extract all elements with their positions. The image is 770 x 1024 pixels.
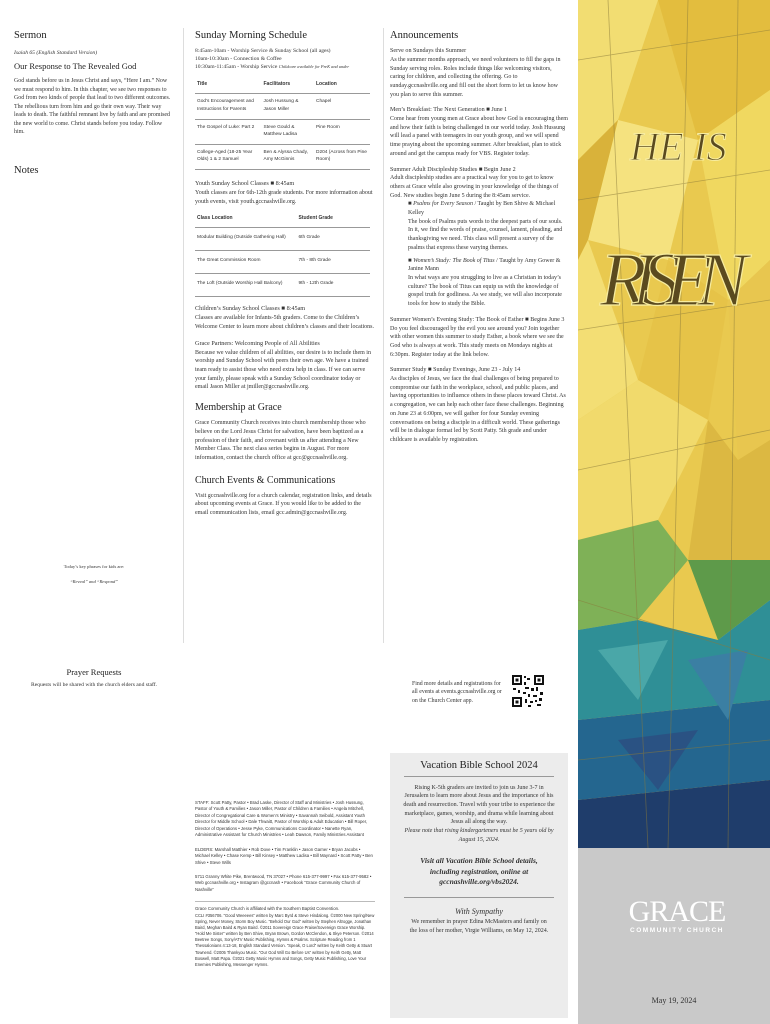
sermon-title: Our Response to The Revealed God	[14, 61, 137, 72]
announcements-column	[390, 0, 568, 445]
schedule-line-2: 10am-10:30am - Connection & Coffee	[195, 56, 282, 63]
staff-block	[195, 800, 375, 968]
partners-heading: Grace Partners: Welcoming People of All Abilities	[195, 339, 320, 347]
kids-key-phrases	[14, 564, 174, 586]
table-cell: D204 (Across from Pine Room)	[314, 145, 370, 170]
vbs-body: Rising K-5th graders are invited to join us June 3-7 in Jerusalem to learn more about Jesus and the importance of his death and resurrection. Travel with your tribe to experience the marketplace, games, worship, and drama while learning about Jesus all along the way.	[403, 784, 555, 826]
study-2-title: Women’s Study: The Book of Titus	[413, 257, 495, 264]
ccli-line: CCLI #356706. “Good Weeeees” written by Marc Byrd & Steve Hindalong. ©2000 New Spring/New Spring, Never Money, Storm Boy Music. “Behold Our God” written by Stephen Altrogge, Jonathan Baird, Meghan Baird & Ryan Baird. ©2011 Sovereign Grace Praise/Sovereign Grace Worship. “Hold Me Sister” written by Ben Shive, Bryan Brown, Gordon McClendon, & Skye Peterson. ©2014 Beetree Songs, Sony/ATV Music Publishing, Hymns & Psalms. Scripture Reading from 1 Thessalonians 4:13-18, English Standard Version. “Speak, O Lord” written by Keith Getty & Stuart Townend. ©2005 Thankyou Music. “Our God Will Go Before Us” written by Keith Getty, Matt Boswell, Matt Papa. ©2021 Getty Music Hymns and Songs, Getty Music Publishing, Love Your Enemies Publishing, Messenger Hymns.	[195, 912, 375, 967]
staff-line: STAFF: Scott Patty, Pastor • Brad Laske, Director of Staff and Ministries • Josh Hussung, Pastor of Youth & Families • Jason Miller, Pastor of Children & Families • Angela Mitchell, Director of Congregational Care & Women’s Ministry • Savannah Seibold, Assistant Youth Director for Middle School • Dale Thwaitt, Pastor of Worship & Adult Education • Bill Roper, Director of Operations • Jesse Pyke, Communications Coordinator • Nanette Ryan, Administrative Assistant for Church Ministries • Leah Dawson, Family Ministries Assistant	[195, 800, 368, 838]
announcements-heading: Announcements	[390, 30, 459, 41]
summer-study-body: As disciples of Jesus, we face the dual challenges of being prepared to compromise our faith in the workplace, school, and public places, and having opportunities to influence others in these places toward Christ. As a congregation, we can help each other face these challenges. Beginning on June 23 at 6:00pm, we will gather for four Sunday evening conversations on being a disciple in a difficult world. These gatherings will be in dialogue format led by Scott Patty. 5th grade and under childcare is available by registration.	[390, 376, 566, 443]
study-1-title: Psalms for Every Season	[413, 201, 473, 208]
sympathy-heading: With Sympathy	[455, 907, 503, 917]
study-1-by: / Taught by Ben Shive & Michael Kelley	[408, 201, 556, 217]
prayer-text: Requests will be shared with the church elders and staff.	[30, 682, 158, 688]
vbs-cta[interactable]: Visit all Vacation Bible School details, including registration, online at gccnashville.org/vbs2024.	[420, 856, 538, 886]
sermon-column	[14, 0, 174, 176]
table-cell: Steve Gould & Matthew Ladisa	[262, 119, 315, 144]
divider	[404, 776, 554, 777]
table-cell: Chapel	[314, 94, 370, 119]
table-header-row	[195, 77, 370, 94]
art-title-line-2: RISEN	[600, 238, 748, 322]
table-cell: God’s Encouragement and Instructions for Parents	[195, 94, 262, 119]
schedule-line-1: 8:45am-10am - Worship Service & Sunday School (all ages)	[195, 48, 331, 54]
address-line: 5711 Granny White Pike, Brentwood, TN 37027 • Phone 615-377-9997 • Fax 615-377-9582 • Web gccnashville.org • Instagram @gccnash • Facebook “Grace Community Church of Nashville”	[195, 873, 372, 892]
logo-word: GRACE	[628, 895, 726, 928]
table-row	[195, 145, 370, 170]
table-row	[195, 119, 370, 144]
summer-study-title: Summer Study ■ Sunday Evenings, June 23 - July 14	[390, 367, 521, 374]
announcement-body: Adult discipleship studies are a practical way for you to get to know others at Grace while also growing in your knowledge of the things of God. New studies begin June 5 during the 8:45am service.	[390, 175, 559, 199]
children-heading: Children’s Sunday School Classes ■ 8:45am	[195, 305, 306, 313]
kids-line-2: “Reveal” and “Respond”	[70, 578, 118, 584]
events-body: Visit gccnashville.org for a church calendar, registration links, and details about upcoming events at Grace. If you would like to be added to the email communication lists, email gcc.admin@gccnashville.org.	[195, 492, 372, 516]
youth-heading: Youth Sunday School Classes ■ 8:45am	[195, 180, 295, 188]
kids-line-1: Today’s key phrases for kids are:	[63, 564, 125, 569]
stained-glass-art	[578, 0, 770, 848]
schedule-column	[195, 0, 375, 518]
logo-sub: COMMUNITY CHURCH	[630, 927, 724, 934]
youth-body: Youth classes are for 6th-12th grade students. For more information about youth events, visit youth.gccnashville.org.	[195, 190, 373, 206]
qr-code-icon[interactable]	[511, 674, 545, 708]
column-divider	[183, 28, 184, 643]
womens-study-body: Do you feel discouraged by the evil you see around you? Join together with other women this summer to study Esther, a book where we see the God who is always at work. This study meets on Mondays nights at 6:30pm. Register today at the link below.	[390, 325, 564, 358]
table-cell: 9th - 12th Grade	[297, 274, 371, 297]
table-header: Facilitators	[262, 77, 315, 94]
table-header: Location	[314, 77, 370, 94]
study-2-by: / Taught by Amy Gower & Janine Mann	[408, 257, 561, 273]
table-cell: Josh Hussung & Jason Miller	[262, 94, 315, 119]
adult-classes-table	[195, 77, 370, 170]
table-cell: Ben & Alyssa Chady, Amy McGinnis	[262, 145, 315, 170]
announcement-body: As the summer months approach, we need volunteers to fill the gaps in Sunday serving roles. Roles include things like welcoming visitors, caring for children, and collecting the offering. Go to sunday.gccnashville.org and fill out the short form to let us know how you plan to serve this summer.	[390, 56, 561, 98]
table-cell: 6th Grade	[297, 227, 371, 250]
children-body: Classes are available for Infants-5th graders. Come to the Children’s Welcome Center to learn more about children’s classes and their locations.	[195, 315, 374, 331]
schedule-heading: Sunday Morning Schedule	[195, 30, 307, 41]
study-1	[408, 200, 568, 252]
table-row	[195, 274, 370, 297]
table-header: Student Grade	[297, 211, 371, 228]
table-cell: The Great Commission Room	[195, 251, 297, 274]
study-2-body: In what ways are you struggling to live as a Christian in today’s culture? The book of Titus can equip us with the knowledge of gospel truth for godliness. As we study, we will also incorporate tools for how to study the Bible.	[408, 274, 562, 307]
table-row	[195, 94, 370, 119]
partners-body: Because we value children of all abilities, our desire is to include them in worship and Sunday School with peers their own age. We have a trained team ready to assist those who need extra help in class. If we can serve your family, please speak with a Sunday School coordinator today or email Jason Miller at jmiller@gccnashville.org.	[195, 349, 371, 391]
bullet-icon: ■	[408, 257, 414, 264]
prayer-requests	[14, 667, 174, 689]
table-cell: 7th - 8th Grade	[297, 251, 371, 274]
womens-study-title: Summer Women’s Evening Study: The Book of Esther ■ Begins June 3	[390, 316, 565, 323]
table-cell: College-Aged (18-25 Year Olds) 1 & 2 Samuel	[195, 145, 262, 170]
table-row	[195, 251, 370, 274]
table-header: Class Location	[195, 211, 297, 228]
schedule-line-3-wrap	[195, 63, 375, 71]
membership-body: Grace Community Church receives into church membership those who believe on the Lord Jesus Christ for salvation, have been baptized as a profession of their faith, and covenant with us after attending a New Member Class. The next class series begins in August. For more information, contact the church office at gcc@gccnashville.org.	[195, 420, 366, 461]
vbs-note: Please note that rising kindergarteners must be 5 years old by August 15, 2024.	[404, 828, 554, 843]
vbs-heading: Vacation Bible School 2024	[420, 760, 538, 771]
table-header-row	[195, 211, 370, 228]
announcement-title: Serve on Sundays this Summer	[390, 48, 467, 54]
art-title-line-1: HE IS	[630, 124, 727, 169]
sermon-heading: Sermon	[14, 30, 47, 41]
vbs-box	[390, 753, 568, 1018]
study-2	[408, 257, 568, 309]
study-1-body: The book of Psalms puts words to the deepest parts of our souls. In it, we find the words of praise, counsel, lament, pleading, and thanksgiving we need. This class will present a survey of the psalms that express these varying themes.	[408, 218, 563, 251]
bullet-icon: ■	[408, 201, 414, 208]
sermon-reference: Isaiah 65 (English Standard Version)	[14, 50, 98, 56]
grace-logo	[612, 895, 742, 934]
announcement-title: Men’s Breakfast: The Next Generation ■ June 1	[390, 107, 508, 114]
table-cell: The Loft (Outside Worship Hall Balcony)	[195, 274, 297, 297]
column-divider	[383, 28, 384, 643]
table-cell: Modular Building (Outside Gathering Hall)	[195, 227, 297, 250]
announcement-body: Come hear from young men at Grace about how God is encouraging them and how their faith is being challenged in our world today. Josh Hussung will lead a panel with teenagers in our youth group, and we will spend time praying about the upcoming summer. After breakfast, plan to stick around and get the campus ready for VBS. Register today.	[390, 116, 568, 157]
table-cell: Pine Room	[314, 119, 370, 144]
membership-heading: Membership at Grace	[195, 402, 282, 414]
notes-heading: Notes	[14, 165, 39, 177]
youth-classes-table	[195, 211, 370, 298]
events-heading: Church Events & Communications	[195, 474, 336, 486]
sermon-body: God stands before us in Jesus Christ and says, “Here I am.” Now we must respond to him. In this chapter, we see two responses to God from two kinds of people that lead to two different outcomes. The rebellious turn from him and go their own way. Their way leads to death. The faithful remnant live by faith and are promised the new world to come. Christ stands before you today. Follow him.	[14, 78, 171, 136]
find-more-text: Find more details and registrations for all events at events.gccnashville.org or on the Church Center app.	[412, 681, 502, 704]
table-row	[195, 227, 370, 250]
sympathy-body: We remember in prayer Edina McMasters and family on the loss of her mother, Virgie Williams, on May 12, 2024.	[409, 919, 549, 935]
elders-line: ELDERS: Marshall Matthier • Rob Dove • Tim Franklin • Jason Garner • Bryan Jacobs • Michael Kelley • Chase Kemp • Bill Kinsey • Matthew Ladisa • Bill Maynard • Scott Patty • Ben Shive • Steve Wills	[195, 846, 373, 865]
schedule-line-3: 10:30am-11:45am - Worship Service	[195, 64, 278, 71]
prayer-heading: Prayer Requests	[66, 667, 122, 677]
divider	[404, 897, 554, 898]
schedule-line-3-note: Childcare available for PreK and under	[278, 64, 350, 70]
bulletin-date: May 19, 2024	[651, 996, 697, 1005]
announcement-title: Summer Adult Discipleship Studies ■ Begin June 2	[390, 166, 516, 173]
table-cell: The Gospel of Luke: Part 2	[195, 119, 262, 144]
table-header: Title	[195, 77, 262, 94]
sbc-line: Grace Community Church is affiliated with the Southern Baptist Convention.	[195, 901, 375, 912]
